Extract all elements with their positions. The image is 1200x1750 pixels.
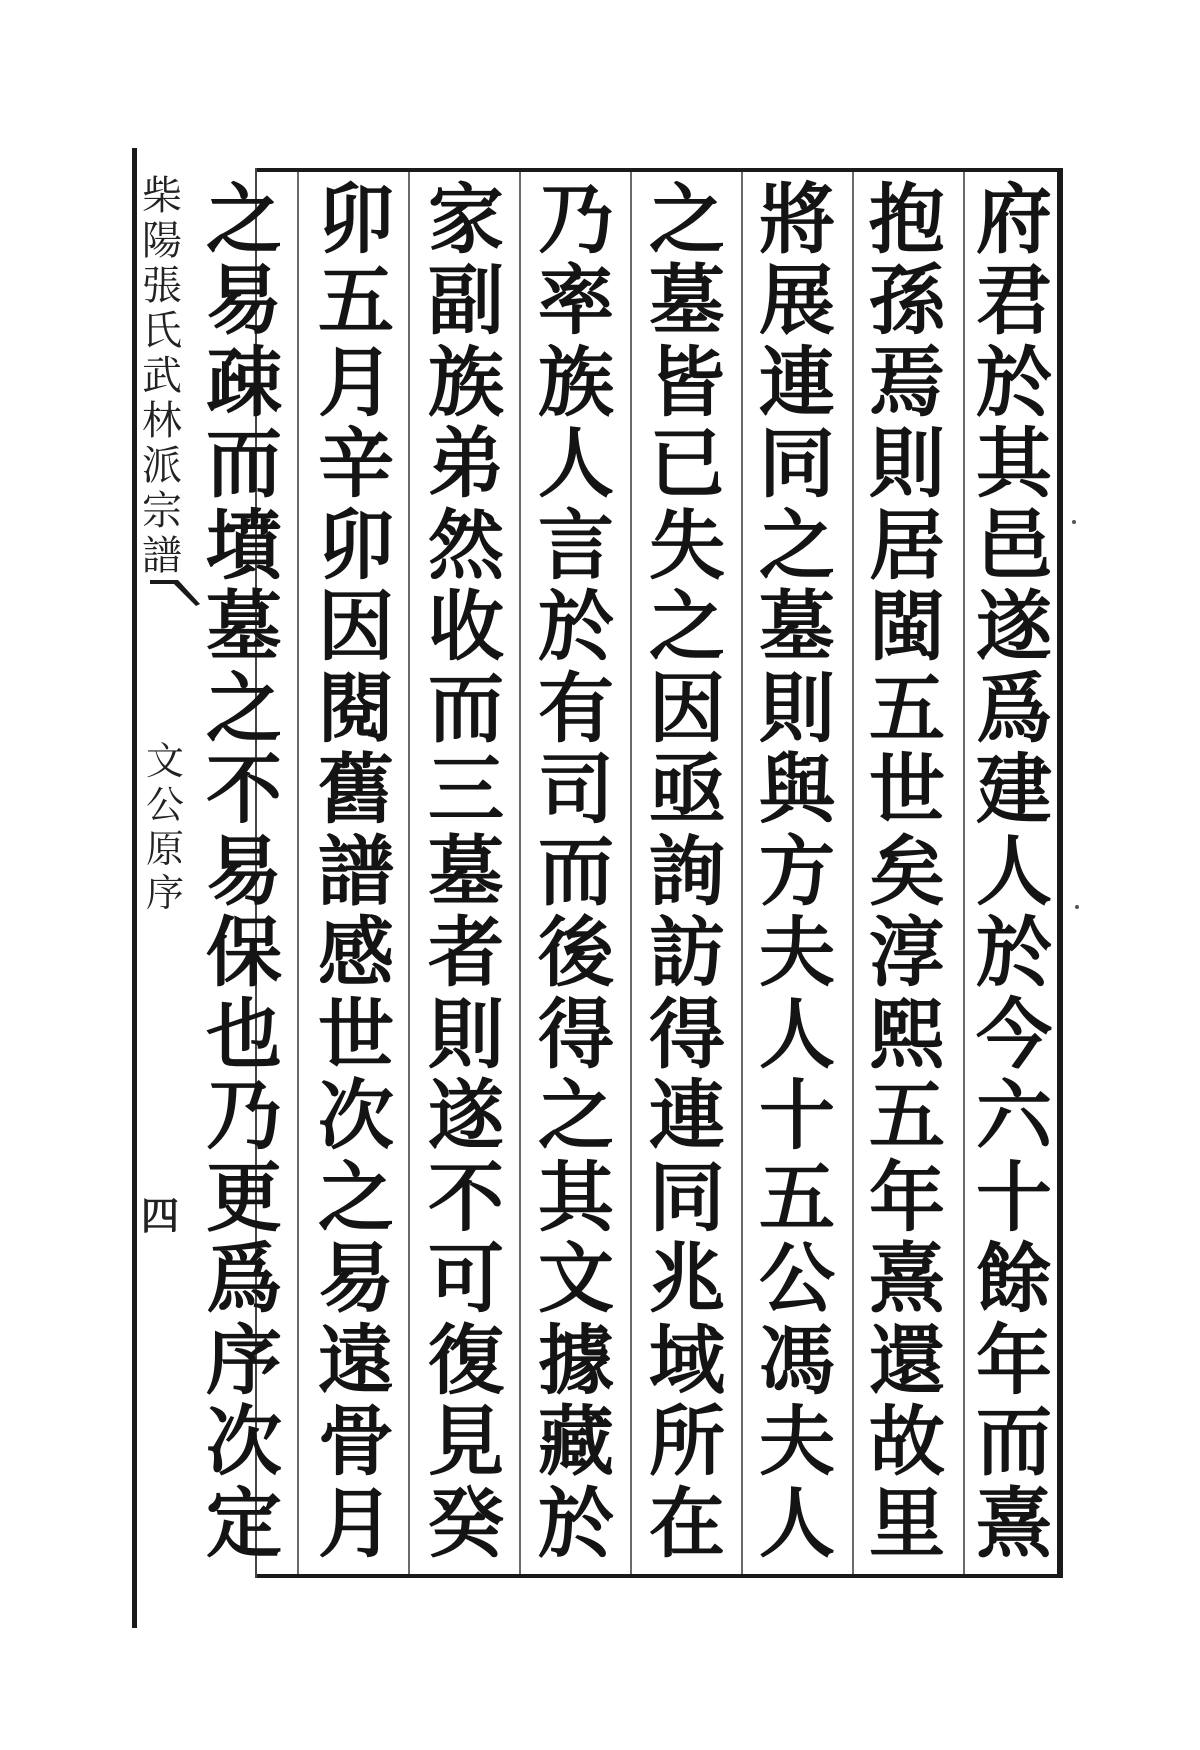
text-character: 易	[206, 256, 282, 346]
text-character: 五	[759, 1152, 835, 1242]
text-character: 不	[428, 1152, 504, 1242]
text-character: 展	[759, 256, 835, 346]
text-character: 癸	[428, 1478, 504, 1568]
text-character: 因	[649, 663, 725, 753]
text-character: 卯	[318, 175, 394, 264]
text-character: 爲	[206, 1234, 282, 1324]
text-character: 辛	[318, 419, 394, 509]
text-character: 亟	[649, 745, 725, 835]
text-character: 之	[538, 1071, 614, 1161]
text-character: 抱	[869, 175, 945, 264]
text-character: 所	[649, 1397, 725, 1487]
text-character: 遠	[318, 1315, 394, 1405]
text-character: 兆	[649, 1234, 725, 1324]
text-character: 之	[759, 500, 835, 590]
text-character: 三	[428, 745, 504, 835]
text-character: 也	[206, 989, 282, 1079]
text-character: 譜	[318, 826, 394, 916]
text-character: 據	[538, 1315, 614, 1405]
margin-character: 序	[145, 871, 184, 915]
text-character: 人	[759, 1478, 835, 1568]
text-character: 易	[206, 826, 282, 916]
margin-character: 公	[145, 783, 184, 827]
text-character: 墓	[428, 826, 504, 916]
text-character: 故	[869, 1397, 945, 1487]
text-character: 之	[206, 663, 282, 753]
text-character: 族	[428, 337, 504, 427]
ink-speck	[1075, 905, 1079, 909]
text-character: 墓	[649, 256, 725, 346]
text-column-4	[633, 175, 741, 1568]
margin-character: 派	[142, 443, 182, 489]
text-character: 復	[428, 1315, 504, 1405]
text-character: 於	[976, 337, 1052, 427]
text-character: 皆	[649, 337, 725, 427]
text-character: 方	[759, 826, 835, 916]
text-character: 世	[318, 989, 394, 1079]
text-character: 公	[759, 1234, 835, 1324]
text-character: 墓	[759, 582, 835, 672]
text-character: 見	[428, 1397, 504, 1487]
text-character: 得	[538, 989, 614, 1079]
text-character: 有	[538, 663, 614, 753]
text-column-1	[960, 175, 1068, 1568]
text-character: 年	[869, 1152, 945, 1242]
text-character: 可	[428, 1234, 504, 1324]
text-character: 餘	[976, 1234, 1052, 1324]
text-character: 君	[976, 256, 1052, 346]
margin-character: 陽	[142, 218, 182, 264]
text-column-7	[302, 175, 410, 1568]
text-character: 之	[318, 1152, 394, 1242]
text-character: 副	[428, 256, 504, 346]
text-character: 遂	[976, 582, 1052, 672]
text-character: 夫	[759, 908, 835, 998]
text-character: 里	[869, 1478, 945, 1568]
text-column-6	[412, 175, 520, 1568]
text-character: 而	[538, 826, 614, 916]
text-character: 感	[318, 908, 394, 998]
text-character: 馮	[759, 1315, 835, 1405]
text-character: 更	[206, 1152, 282, 1242]
text-character: 遂	[428, 1071, 504, 1161]
text-character: 爲	[976, 663, 1052, 753]
margin-section-label	[142, 739, 188, 918]
fishtail-mark	[150, 580, 200, 606]
text-character: 淳	[869, 908, 945, 998]
text-character: 收	[428, 582, 504, 672]
text-character: 邑	[976, 500, 1052, 590]
margin-character: 原	[145, 827, 184, 871]
text-character: 司	[538, 745, 614, 835]
text-character: 建	[976, 745, 1052, 835]
text-character: 在	[649, 1478, 725, 1568]
text-character: 於	[538, 1478, 614, 1568]
text-character: 還	[869, 1315, 945, 1405]
text-character: 易	[318, 1234, 394, 1324]
text-character: 卯	[318, 500, 394, 590]
text-character: 矣	[869, 826, 945, 916]
text-character: 詢	[649, 826, 725, 916]
text-character: 十	[976, 1152, 1052, 1242]
text-character: 因	[318, 582, 394, 672]
text-character: 五	[869, 663, 945, 753]
text-character: 序	[206, 1315, 282, 1405]
text-character: 五	[318, 256, 394, 346]
text-character: 訪	[649, 908, 725, 998]
binding-line	[132, 148, 137, 1628]
text-character: 言	[538, 500, 614, 590]
text-character: 者	[428, 908, 504, 998]
text-character: 域	[649, 1315, 725, 1405]
text-column-3	[743, 175, 851, 1568]
text-character: 則	[869, 419, 945, 509]
text-character: 而	[976, 1397, 1052, 1487]
text-character: 熹	[869, 1234, 945, 1324]
text-character: 焉	[869, 337, 945, 427]
text-character: 保	[206, 908, 282, 998]
text-character: 閱	[318, 663, 394, 753]
text-character: 後	[538, 908, 614, 998]
text-character: 墓	[206, 582, 282, 672]
text-character: 六	[976, 1071, 1052, 1161]
margin-character: 宗	[142, 488, 182, 534]
text-character: 孫	[869, 256, 945, 346]
text-character: 文	[538, 1234, 614, 1324]
text-character: 之	[649, 175, 725, 264]
text-character: 人	[976, 826, 1052, 916]
text-column-5	[522, 175, 630, 1568]
text-character: 而	[206, 419, 282, 509]
text-character: 則	[428, 989, 504, 1079]
text-character: 墳	[206, 500, 282, 590]
margin-character: 柴	[142, 173, 182, 219]
text-character: 乃	[206, 1071, 282, 1161]
text-character: 年	[976, 1315, 1052, 1405]
text-character: 熹	[976, 1478, 1052, 1568]
text-character: 將	[759, 175, 835, 264]
text-character: 定	[206, 1478, 282, 1568]
text-character: 熙	[869, 989, 945, 1079]
text-character: 其	[976, 419, 1052, 509]
text-character: 世	[869, 745, 945, 835]
text-character: 則	[759, 663, 835, 753]
margin-character: 氏	[142, 308, 182, 354]
text-character: 人	[538, 419, 614, 509]
page-number: 四	[140, 1193, 179, 1238]
text-character: 次	[318, 1071, 394, 1161]
ink-speck	[1072, 520, 1076, 524]
text-character: 連	[649, 1071, 725, 1161]
text-column-8	[190, 175, 298, 1568]
text-character: 之	[649, 582, 725, 672]
text-character: 於	[538, 582, 614, 672]
text-character: 連	[759, 337, 835, 427]
text-character: 府	[976, 175, 1052, 264]
text-character: 舊	[318, 745, 394, 835]
text-character: 藏	[538, 1397, 614, 1487]
text-character: 五	[869, 1071, 945, 1161]
text-character: 家	[428, 175, 504, 264]
margin-character: 張	[142, 263, 182, 309]
column-rule	[630, 172, 632, 1574]
text-character: 月	[318, 337, 394, 427]
text-character: 月	[318, 1478, 394, 1568]
text-character: 失	[649, 500, 725, 590]
text-character: 得	[649, 989, 725, 1079]
text-column-2	[853, 175, 961, 1568]
margin-character: 譜	[142, 533, 182, 579]
text-character: 疎	[206, 337, 282, 427]
text-character: 族	[538, 337, 614, 427]
margin-character: 武	[142, 353, 182, 399]
text-character: 夫	[759, 1397, 835, 1487]
text-character: 閩	[869, 582, 945, 672]
text-character: 率	[538, 256, 614, 346]
text-character: 同	[649, 1152, 725, 1242]
text-character: 十	[759, 1071, 835, 1161]
text-character: 之	[206, 175, 282, 264]
text-character: 於	[976, 908, 1052, 998]
text-character: 不	[206, 745, 282, 835]
text-character: 與	[759, 745, 835, 835]
text-character: 而	[428, 663, 504, 753]
text-character: 骨	[318, 1397, 394, 1487]
text-character: 其	[538, 1152, 614, 1242]
text-character: 已	[649, 419, 725, 509]
margin-book-title	[138, 173, 186, 581]
text-character: 同	[759, 419, 835, 509]
text-character: 居	[869, 500, 945, 590]
margin-character: 林	[142, 398, 182, 444]
text-character: 今	[976, 989, 1052, 1079]
text-character: 弟	[428, 419, 504, 509]
text-character: 然	[428, 500, 504, 590]
margin-character: 文	[145, 739, 184, 783]
text-character: 乃	[538, 175, 614, 264]
text-character: 人	[759, 989, 835, 1079]
text-character: 次	[206, 1397, 282, 1487]
